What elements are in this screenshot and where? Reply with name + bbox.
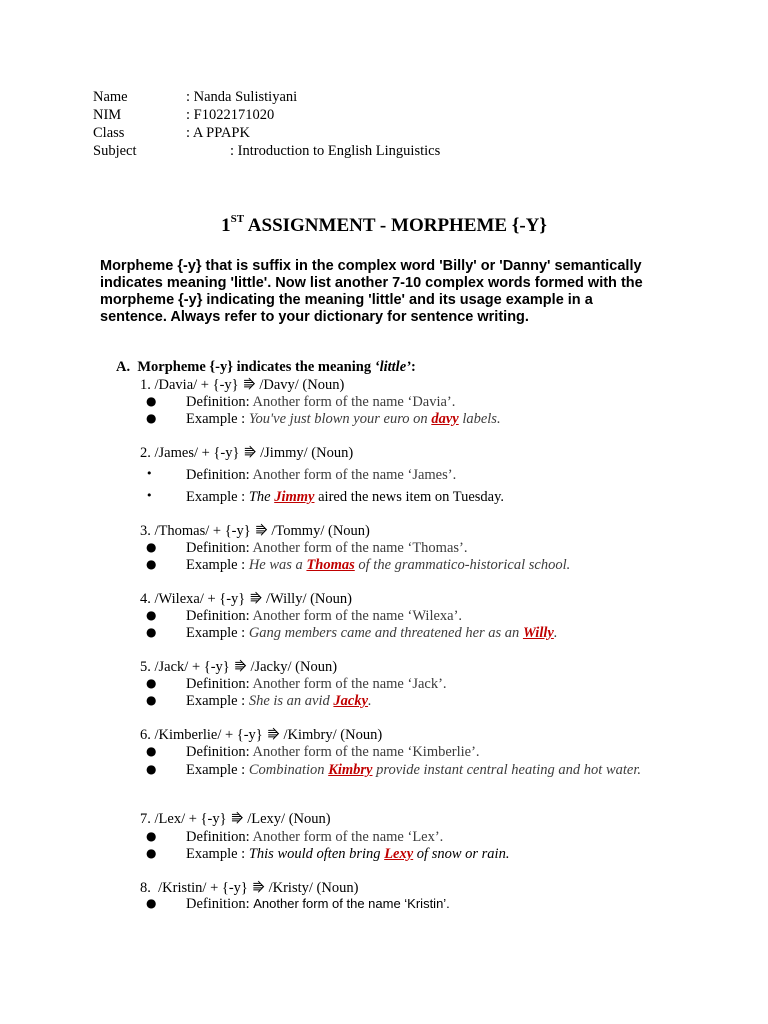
item-example [186,761,674,779]
item-base: /Davia/ + {-y} [154,377,239,393]
class-label: Class [93,125,125,141]
definition-text: Another form of the name ‘Lex’. [252,829,444,845]
example-label: Example : [186,489,246,505]
title-prefix: 1 [221,215,231,236]
item-example [186,410,501,428]
definition-text: Another form of the name ‘Jack’. [252,676,447,692]
definition-label: Definition: [186,540,250,556]
highlighted-word: Willy [522,625,554,641]
bullet-icon: ● [146,411,157,425]
item-number: 6. [140,727,151,743]
definition-text: Another form of the name ‘Kimberlie’. [252,744,480,760]
example-text-end: aired the news item on Tuesday. [314,489,505,505]
item-example [186,845,509,863]
arrow-icon: ⭆ [243,378,256,393]
example-label: Example : [186,846,246,862]
example-label: Example : [186,557,246,573]
bullet-icon: • [146,489,153,502]
highlighted-word: Kimbry [328,762,373,778]
item-base: /Thomas/ + {-y} [154,523,251,539]
definition-label: Definition: [186,608,250,624]
item-result: /Davy/ (Noun) [259,377,345,393]
item-definition [186,539,467,557]
bullet-icon: ● [146,557,157,571]
example-text: This would often bring [248,846,385,862]
item-result: /Willy/ (Noun) [265,591,352,607]
bullet-icon: ● [146,693,157,707]
title-text: ASSIGNMENT - MORPHEME {-Y} [244,215,547,236]
bullet-icon: ● [146,762,157,776]
item-number: 5. [140,659,151,675]
subject-value: : Introduction to English Linguistics [230,143,441,159]
item-heading [140,444,353,463]
subject-label: Subject [93,143,137,159]
item-number: 7. [140,811,151,827]
item-number: 4. [140,591,151,607]
item-number: 3. [140,523,151,539]
item-definition [186,466,456,484]
arrow-icon: ⭆ [234,660,247,675]
item-example [186,488,504,506]
example-text-end: labels. [458,411,501,427]
section-a-heading [116,358,416,376]
item-base: /Jack/ + {-y} [154,659,230,675]
item-number: 1. [140,377,151,393]
highlighted-word: Lexy [384,846,414,862]
highlighted-word: Jacky [333,693,369,709]
section-meaning: ‘little’ [374,359,411,375]
item-result: /Jacky/ (Noun) [250,659,338,675]
nim-value: : F1022171020 [186,107,275,123]
example-label: Example : [186,693,246,709]
highlighted-word: davy [431,411,459,427]
example-text: She is an avid [248,693,334,709]
arrow-icon: ⭆ [267,728,280,743]
highlighted-word: Thomas [306,557,355,573]
example-text: Gang members came and threatened her as an [248,625,523,641]
highlighted-word: Jimmy [274,489,315,505]
page-title [0,213,768,237]
example-label: Example : [186,762,246,778]
example-label: Example : [186,625,246,641]
bullet-icon: ● [146,846,157,860]
example-text: He was a [248,557,307,573]
definition-text: Another form of the name ‘Wilexa’. [252,608,463,624]
definition-text: Another form of the name ‘Thomas’. [252,540,468,556]
bullet-icon: ● [146,676,157,690]
item-example [186,692,372,710]
arrow-icon: ⭆ [231,812,244,827]
section-letter: A. [116,359,131,375]
example-text: The [248,489,275,505]
assignment-prompt: Morpheme {-y} that is suffix in the complex word 'Billy' or 'Danny' semantically indicates meaning 'little'. Now list another 7-10 complex words formed with the morpheme {-y} indicating the meaning 'little' and its usage example in a sentence. Always refer to your dictionary for sentence writing. [100,258,643,325]
bullet-icon: ● [146,744,157,758]
definition-text: Another form of the name ‘Kristin’. [253,896,450,911]
item-base: /Wilexa/ + {-y} [154,591,246,607]
definition-label: Definition: [186,829,250,845]
item-base: /Lex/ + {-y} [154,811,227,827]
section-label: Morpheme {-y} indicates the meaning [137,359,375,375]
item-definition [186,675,447,693]
item-example [186,556,570,574]
definition-label: Definition: [186,676,250,692]
bullet-icon: ● [146,625,157,639]
nim-label: NIM [93,107,122,123]
item-heading [140,810,331,829]
bullet-icon: ● [146,829,157,843]
name-label: Name [93,89,128,105]
item-definition [186,393,455,411]
section-colon: : [410,359,416,375]
arrow-icon: ⭆ [250,592,262,607]
arrow-icon: ⭆ [255,524,268,539]
example-text-end: . [368,693,372,709]
item-base: /Kimberlie/ + {-y} [154,727,263,743]
item-definition [186,607,462,625]
item-result: /Kristy/ (Noun) [268,880,359,896]
definition-text: Another form of the name ‘Davia’. [252,394,456,410]
example-text-end: provide instant central heating and hot water. [372,762,641,778]
example-text: Combination [248,762,329,778]
arrow-icon: ⭆ [252,881,265,896]
title-superscript: ST [230,213,245,225]
item-base: /Kristin/ + {-y} [158,880,248,896]
bullet-icon: ● [146,540,157,554]
bullet-icon: ● [146,896,157,910]
item-number: 8. [140,880,151,896]
item-base: /James/ + {-y} [154,445,240,461]
item-number: 2. [140,445,151,461]
definition-label: Definition: [186,467,250,483]
example-text: You've just blown your euro on [248,411,432,427]
arrow-icon: ⭆ [244,446,257,461]
definition-label: Definition: [186,744,250,760]
example-text-end: . [553,625,558,641]
item-definition [186,743,480,761]
item-result: /Jimmy/ (Noun) [260,445,354,461]
bullet-icon: • [146,467,153,480]
item-example [186,624,557,642]
example-label: Example : [186,411,246,427]
bullet-icon: ● [146,608,157,622]
definition-label: Definition: [186,394,250,410]
definition-text: Another form of the name ‘James’. [252,467,457,483]
item-definition [186,895,450,913]
item-result: /Lexy/ (Noun) [247,811,331,827]
item-definition [186,828,443,846]
class-value: : A PPAPK [186,125,250,141]
name-value: : Nanda Sulistiyani [186,89,298,105]
bullet-icon: ● [146,394,157,408]
item-result: /Tommy/ (Noun) [271,523,370,539]
item-result: /Kimbry/ (Noun) [283,727,383,743]
example-text-end: of the grammatico-historical school. [354,557,571,573]
example-text-end: of snow or rain. [413,846,510,862]
definition-label: Definition: [186,896,250,912]
